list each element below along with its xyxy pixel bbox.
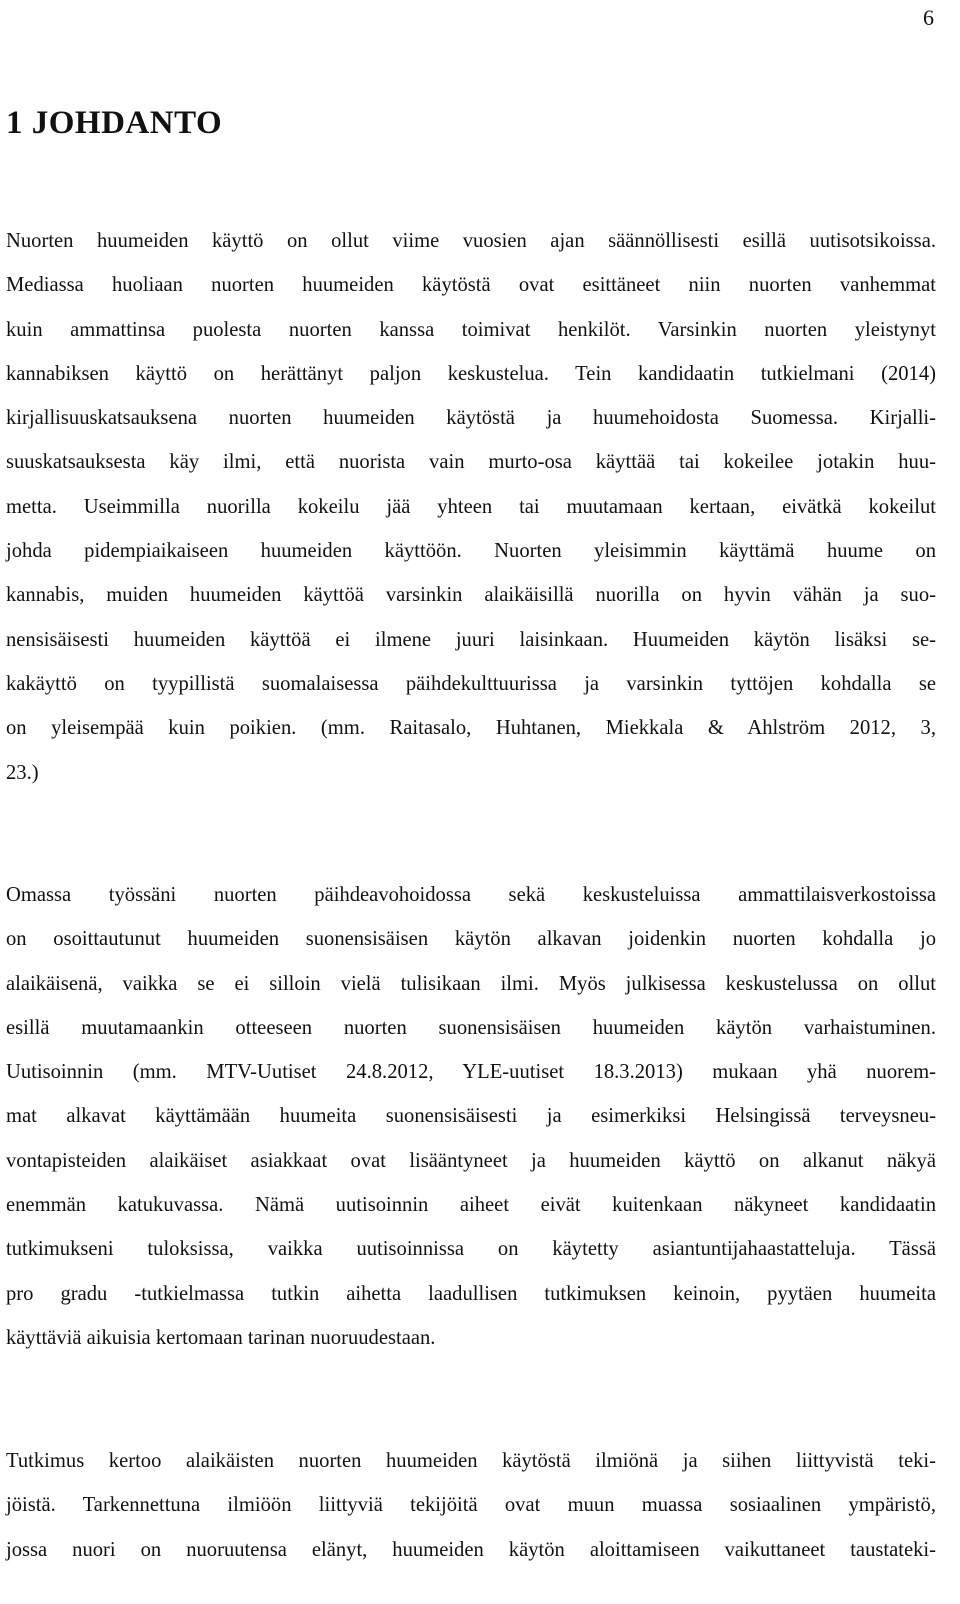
page-number: 6 [923,5,934,30]
text-line: esillä muutamaankin otteeseen nuorten suonensisäisen huumeiden käytön varhaistuminen. [6,1016,936,1039]
text-line: Uutisoinnin (mm. MTV-Uutiset 24.8.2012, YLE-uutiset 18.3.2013) mukaan yhä nuorem- [6,1061,936,1084]
chapter-title: 1 JOHDANTO [6,105,223,141]
text-line: mat alkavat käyttämään huumeita suonensisäisesti ja esimerkiksi Helsingissä terveysneu- [6,1105,936,1128]
text-line: kirjallisuuskatsauksena nuorten huumeiden käytöstä ja huumehoidosta Suomessa. Kirjalli- [6,407,936,430]
paragraph-3 [6,1439,936,1572]
text-line: käyttäviä aikuisia kertomaan tarinan nuoruudestaan. [6,1326,436,1349]
text-line: jöistä. Tarkennettuna ilmiöön liittyviä tekijöitä ovat muun muassa sosiaalinen ympäristö, [6,1494,936,1517]
text-line: 23.) [6,761,39,784]
text-line: vontapisteiden alaikäiset asiakkaat ovat lisääntyneet ja huumeiden käyttö on alkanut näkyä [6,1149,936,1172]
text-line: suuskatsauksesta käy ilmi, että nuorista vain murto-osa käyttää tai kokeilee jotakin huu- [6,451,936,474]
text-line: enemmän katukuvassa. Nämä uutisoinnin aiheet eivät kuitenkaan näkyneet kandidaatin [6,1194,936,1217]
text-line: Omassa työssäni nuorten päihdeavohoidossa sekä keskusteluissa ammattilaisverkostoissa [6,884,936,906]
text-line: Mediassa huoliaan nuorten huumeiden käytöstä ovat esittäneet niin nuorten vanhemmat [6,274,936,297]
text-line: Tutkimus kertoo alaikäisten nuorten huumeiden käytöstä ilmiönä ja siihen liittyvistä teki- [6,1450,936,1472]
text-line: tutkimukseni tuloksissa, vaikka uutisoinnissa on käytetty asiantuntijahaastatteluja. Tässä [6,1238,936,1261]
text-line: on yleisempää kuin poikien. (mm. Raitasalo, Huhtanen, Miekkala & Ahlström 2012, 3, [6,717,936,740]
text-line: jossa nuori on nuoruutensa elänyt, huumeiden käytön aloittamiseen vaikuttaneet taustateki- [6,1538,936,1561]
text-line: on osoittautunut huumeiden suonensisäisen käytön alkavan joidenkin nuorten kohdalla jo [6,928,936,951]
paragraph-2 [6,873,936,1360]
paragraph-1 [6,219,936,795]
text-line: Nuorten huumeiden käyttö on ollut viime vuosien ajan säännöllisesti esillä uutisotsikoissa. [6,230,936,252]
text-line: kannabiksen käyttö on herättänyt paljon keskustelua. Tein kandidaatin tutkielmani (2014) [6,362,936,385]
text-line: johda pidempiaikaiseen huumeiden käyttöön. Nuorten yleisimmin käyttämä huume on [6,540,936,563]
text-line: kuin ammattinsa puolesta nuorten kanssa toimivat henkilöt. Varsinkin nuorten yleistynyt [6,318,936,341]
text-line: metta. Useimmilla nuorilla kokeilu jää yhteen tai muutamaan kertaan, eivätkä kokeilut [6,495,936,518]
text-line: kakäyttö on tyypillistä suomalaisessa päihdekulttuurissa ja varsinkin tyttöjen kohdalla se [6,672,936,695]
text-line: alaikäisenä, vaikka se ei silloin vielä tulisikaan ilmi. Myös julkisessa keskustelussa on ollut [6,972,936,995]
text-line: kannabis, muiden huumeiden käyttöä varsinkin alaikäisillä nuorilla on hyvin vähän ja suo- [6,584,936,607]
text-line: nensisäisesti huumeiden käyttöä ei ilmene juuri laisinkaan. Huumeiden käytön lisäksi se- [6,628,936,651]
text-line: pro gradu -tutkielmassa tutkin aihetta laadullisen tutkimuksen keinoin, pyytäen huumeita [6,1282,936,1305]
